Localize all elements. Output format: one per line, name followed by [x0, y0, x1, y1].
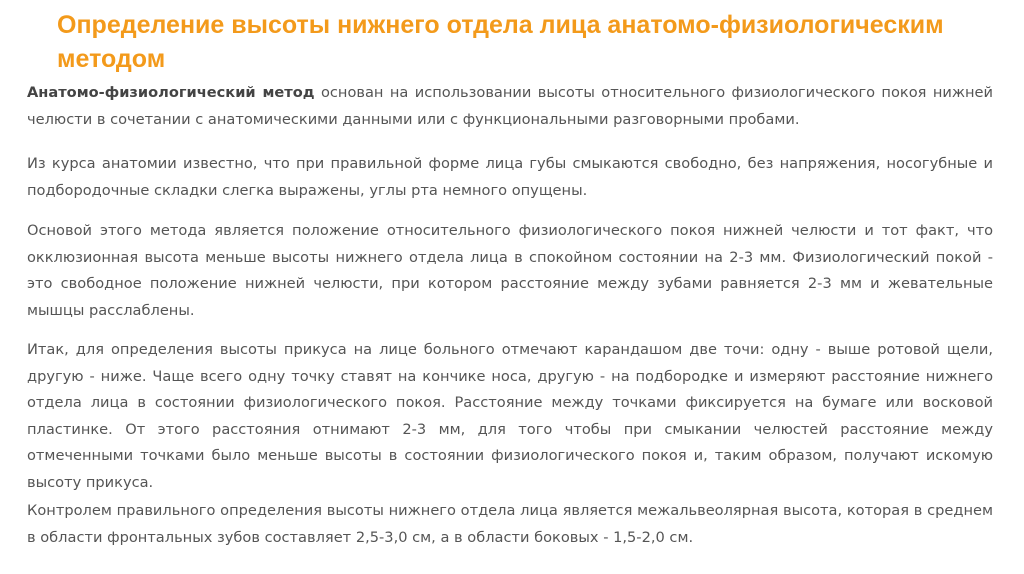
paragraph-anatomy: Из курса анатомии известно, что при правильной форме лица губы смыкаются свободно, без напряжения, носогубные и подбородочные складки слегка выражены, углы рта немного опущены.	[27, 155, 993, 199]
paragraph-procedure: Итак, для определения высоты прикуса на лице больного отмечают карандашом две точи: одну - выше ротовой щели, другую - ниже. Чаще всего одну точку ставят на кончике носа, другую - на подбородке и измеряют расстояние нижнего отдела лица в состоянии физиологического покоя. Расстояние между точками фиксируется на бумаге или восковой пластинке. От этого расстояния отнимают 2-3 мм, для того чтобы при смыкании челюстей расстояние между отмеченными точками было меньше высоты в состоянии физиологического покоя и, таким образом, получают искомую высоту прикуса.	[27, 341, 993, 491]
body-text	[27, 80, 993, 551]
paragraph-method-basis: Основой этого метода является положение относительного физиологического покоя нижней челюсти и тот факт, что окклюзионная высота меньше высоты нижнего отдела лица в спокойном состоянии на 2-3 мм. Физиологический покой - это свободное положение нижней челюсти, при котором расстояние между зубами равняется 2-3 мм и жевательные мышцы расслаблены.	[27, 222, 993, 319]
paragraph-control: Контролем правильного определения высоты нижнего отдела лица является межальвеолярная высота, которая в среднем в области фронтальных зубов составляет 2,5-3,0 см, а в области боковых - 1,5-2,0 см.	[27, 502, 993, 546]
method-definition-text: основан на использовании высоты относительного физиологического покоя нижней челюсти в сочетании с анатомическими данными или с функциональными разговорными пробами.	[27, 84, 993, 128]
slide-title: Определение высоты нижнего отдела лица анатомо-физиологическим методом	[57, 11, 944, 73]
paragraph-method-definition	[27, 80, 993, 133]
method-term: Анатомо-физиологический метод	[27, 84, 315, 101]
